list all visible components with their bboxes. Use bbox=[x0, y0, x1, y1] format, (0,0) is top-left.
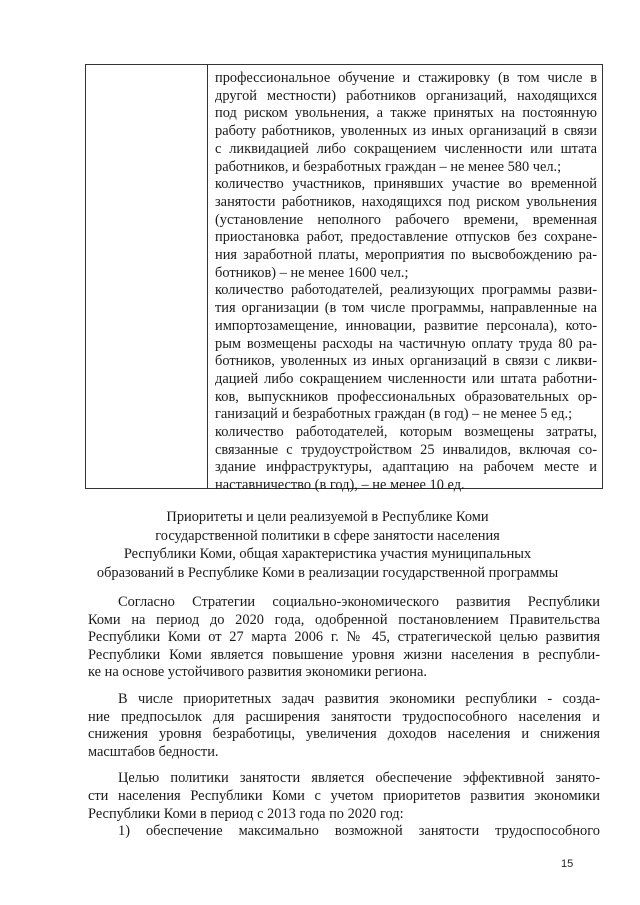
paragraph-line: Республики Коми в период с 2013 года по 2020 год: bbox=[88, 805, 404, 822]
table-text-line: ния заработной платы, мероприятия по высвобождению ра- bbox=[215, 247, 597, 264]
body-text bbox=[88, 594, 600, 841]
table-text-line: (установление неполного рабочего времени, временная bbox=[215, 211, 597, 228]
paragraph-line: ние предпосылок для расширения занятости трудоспособного населения и bbox=[88, 708, 600, 725]
paragraph-line: Республики Коми является повышение уровня жизни населения в республи- bbox=[88, 646, 600, 663]
table-text-line: количество участников, принявших участие во временной bbox=[215, 176, 597, 193]
table-text-line: импортозамещение, инновации, развитие персонала), кото- bbox=[215, 317, 597, 334]
table-text-line: профессиональное обучение и стажировку (в том числе в bbox=[215, 70, 597, 86]
table-text-line: занятости работников, находящихся под риском увольнения bbox=[215, 193, 597, 210]
paragraph-gap bbox=[88, 682, 600, 691]
paragraph-line: Целью политики занятости является обеспечение эффективной занято- bbox=[118, 770, 600, 787]
paragraph-line: В числе приоритетных задач развития экономики республики - созда- bbox=[118, 690, 600, 707]
paragraph-line: снижения уровня безработицы, увеличения доходов населения и снижения bbox=[88, 726, 600, 743]
table-column-divider bbox=[207, 65, 208, 488]
table-text-line: приостановка работ, предоставление отпусков без сохране- bbox=[215, 229, 597, 246]
paragraph-line: 1) обеспечение максимально возможной занятости трудоспособного bbox=[118, 823, 600, 840]
table-text-line: ботников, уволенных из иных организаций в связи с ликви- bbox=[215, 353, 597, 370]
table-text-line: ков, выпускников профессиональных образовательных ор- bbox=[215, 388, 597, 405]
paragraph-line: Коми на период до 2020 года, одобренной постановлением Правительства bbox=[88, 611, 600, 628]
table-text-line: ботников) – не менее 1600 чел.; bbox=[215, 264, 409, 281]
paragraph-line: Республики Коми от 27 марта 2006 г. № 45, стратегической целью развития bbox=[88, 629, 600, 646]
table-text-line: дацией либо сокращением численности или штата работни- bbox=[215, 370, 597, 387]
table-text-line: количество работодателей, реализующих программы разви- bbox=[215, 282, 597, 299]
paragraph-line: ке на основе устойчивого развития экономики региона. bbox=[88, 664, 427, 681]
table-text-line: наставничество (в год), – не менее 10 ед. bbox=[215, 477, 465, 494]
page-number: 15 bbox=[561, 858, 574, 870]
table-text-line: работу работников, уволенных из иных организаций в связи bbox=[215, 123, 597, 140]
indicators-table bbox=[85, 64, 603, 494]
heading-line: Приоритеты и цели реализуемой в Республике Коми bbox=[166, 509, 489, 525]
paragraph-line: Согласно Стратегии социально-экономического развития Республики bbox=[118, 594, 600, 610]
table-text-line: тия организации (в том числе программы, направленные на bbox=[215, 300, 597, 317]
paragraph-line: сти населения Республики Коми с учетом приоритетов развития экономики bbox=[88, 787, 600, 804]
heading-line: государственной политики в сфере занятости населения bbox=[155, 527, 500, 544]
table-text-line: под риском увольнения, а также принятых на постоянную bbox=[215, 105, 597, 122]
table-text-line: рым возмещены расходы на частичную оплату труда 80 ра- bbox=[215, 335, 597, 352]
table-text-line: количество работодателей, которым возмещены затраты, bbox=[215, 424, 597, 441]
heading-line: Республики Коми, общая характеристика участия муниципальных bbox=[123, 546, 532, 562]
table-text-line: другой местности) работников организаций, находящихся bbox=[215, 87, 597, 104]
paragraph-line: масштабов бедности. bbox=[88, 743, 219, 760]
paragraph-gap bbox=[88, 761, 600, 770]
table-text-line: ганизаций и безработных граждан (в год) – не менее 5 ед.; bbox=[215, 406, 573, 423]
table-text-line: работников, и безработных граждан – не менее 580 чел.; bbox=[215, 158, 562, 175]
table-text-line: с ликвидацией либо сокращением численности или штата bbox=[215, 140, 597, 157]
table-text-line: здание инфраструктуры, адаптацию на рабочем месте и bbox=[215, 459, 597, 476]
table-text-line: связанные с трудоустройством 25 инвалидов, включая со- bbox=[215, 441, 597, 458]
heading-line: образований в Республике Коми в реализации государственной программы bbox=[96, 564, 559, 581]
section-heading bbox=[95, 508, 560, 582]
table-right-cell bbox=[215, 70, 597, 495]
